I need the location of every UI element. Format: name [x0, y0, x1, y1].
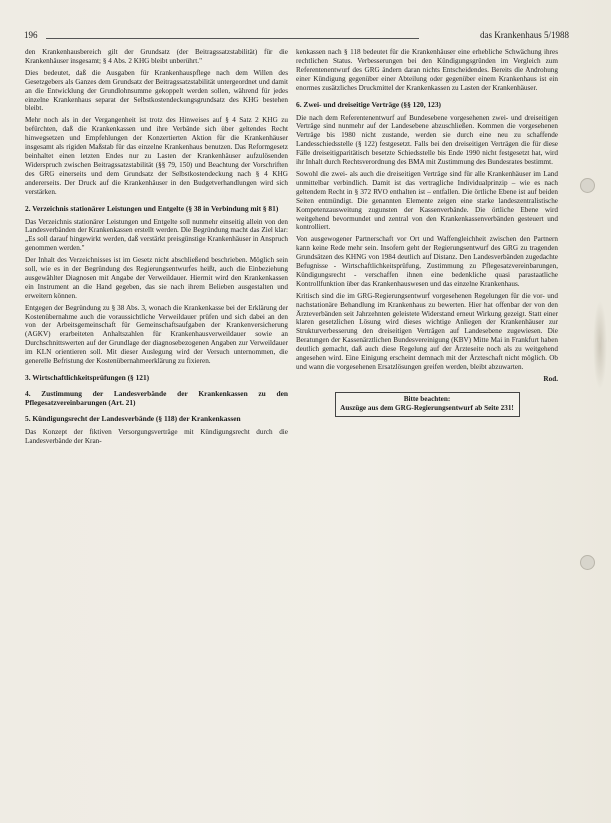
paper-stain [593, 300, 607, 390]
section-heading-6: 6. Zwei- und dreiseitige Verträge (§§ 120, 123) [296, 99, 441, 109]
section-heading-4: 4. Zustimmung der Landesverbände der Krankenkassen zu den Pflegesatzvereinbarungen (Art. 21) [25, 389, 288, 407]
paragraph: Dies bedeutet, daß die Ausgaben für Krankenhauspflege nach dem Willen des Gesetzgebers als Ganzes dem Grundsatz der Beitragssatzstabilität untergeordnet und damit an die Entwicklung der Grundlohnsumme gekoppelt werden sollen, während für jedes einzelne Krankenhaus separat der Selbstkostendeckungsgrundsatz des KHG bestehen bleibt. [25, 68, 288, 113]
binder-hole [580, 555, 595, 570]
paragraph: Der Inhalt des Verzeichnisses ist im Gesetz nicht abschließend beschrieben. Möglich sein soll, wie es in der Begründung des Regierungsentwurfes heißt, auch die Einbeziehung ausgewählter Diagnosen mit Angabe der Verweildauer. Hiermit wird den Krankenkassen ein Instrument an die Hand gegeben, das sie nach ihrem Belieben ausgestalten und erweitern können. [25, 256, 288, 300]
notice-text: Auszüge aus dem GRG-Regierungsentwurf ab Seite 231! [340, 404, 514, 413]
journal-name: das Krankenhaus 5/1988 [480, 30, 569, 40]
notice-box [335, 392, 520, 417]
paragraph: Mehr noch als in der Vergangenheit ist trotz des Hinweises auf § 4 Satz 2 KHG zu befürchten, daß die Krankenkassen und ihre Verbände sich über geltendes Recht hinwegsetzen und Empfehlungen der Konzertierten Aktion für die Krankenhäuser insgesamt als rigiden Maßstab für das einzelne Krankenhaus benutzen. Das Reformgesetz beinhaltet einen letzten Endes nur zu Lasten der Krankenhäuser aufzulösenden Widerspruch zwischen Beitragssatzstabilität (§§ 79, 150) und Beachtung der Vorschriften des GRG einerseits und dem Grundsatz der Selbstkostendeckung nach § 4 KHG andererseits. Der Druck auf die Krankenhäuser in den Budgetverhandlungen wird sich verstärken. [25, 116, 288, 196]
paragraph: kenkassen nach § 118 bedeutet für die Krankenhäuser eine erhebliche Schwächung ihres rechtlichen Status. Verbesserungen bei den Kündigungsgründen im Vergleich zum Referentenentwurf des GRG ändern daran nichts Entscheidendes. Bereits die Androhung einer Kündigung gegenüber einer Abteilung oder gegenüber einem Krankenhaus ist ein enormes zusätzliches Druckmittel der Krankenkassen zu Lasten der Krankenhäuser. [296, 48, 558, 92]
paragraph: Von ausgewogener Partnerschaft vor Ort und Waffengleichheit zwischen den Partnern kann keine Rede mehr sein. Insofern geht der Regierungsentwurf des GRG zu tragenden Grundsätzen des KHNG von 1984 deutlich auf Distanz. Den Landesverbänden zugedachte Befugnisse - Wirtschaftlichkeitsprüfung, Zustimmung zu Pflegesatzvereinbarungen, Kündigungsrecht - verschaffen ihnen eine bedenkliche quasi parastaatliche Kontrollfunktion über das Krankenhauswesen und das einzelne Krankenhaus. [296, 235, 558, 288]
section-heading-2: 2. Verzeichnis stationärer Leistungen und Entgelte (§ 38 in Verbindung mit § 81) [25, 203, 279, 213]
page-number: 196 [24, 30, 38, 40]
notice-title: Bitte beachten: [403, 394, 451, 403]
author-signature: Rod. [543, 374, 558, 383]
right-column [296, 48, 558, 417]
binder-hole [580, 178, 595, 193]
paragraph: Die nach dem Referentenentwurf auf Bundesebene vorgesehenen zwei- und dreiseitigen Verträge sind nunmehr auf der Landesebene abzuschließen. Kommen die vorgesehenen Verträge bis 1980 nicht zustande, werden sie durch eine neu zu schaffende Landesschiedsstelle (§ 122) festgesetzt. Falls bei den dreiseitigen Verträgen die für diese Fälle dreiseitigparitätisch besetzte Schiedsstelle bis Ende 1990 nicht festgesetzt hat, wird ihr Inhalt durch Rechtsverordnung des BMA mit Zustimmung des Bundesrates bestimmt. [296, 113, 558, 167]
header-rule [46, 38, 419, 39]
section-heading-5: 5. Kündigungsrecht der Landesverbände (§ 118) der Krankenkassen [25, 414, 241, 423]
section-heading-3: 3. Wirtschaftlichkeitsprüfungen (§ 121) [25, 373, 150, 382]
paragraph: Das Verzeichnis stationärer Leistungen und Entgelte soll nunmehr einseitig allein von den Landesverbänden der Krankenkassen erstellt werden. Die Begründung macht das Ziel klar: „Es soll darauf hingewirkt werden, daß verstärkt preisgünstige Krankenhäuser in Anspruch genommen werden." [25, 217, 288, 253]
left-column [25, 48, 288, 449]
page-header [24, 30, 569, 44]
paragraph: Kritisch sind die im GRG-Regierungsentwurf vorgesehenen Regelungen für die vor- und nachstationäre Behandlung im Krankenhaus zu bewerten. Hier hat offenbar der von den Ärzteverbänden seit Jahrzehnten geleistete Widerstand erneut Wirkung gezeigt. Statt einer klaren gesetzlichen Lösung wird dieses wichtige Anliegen der Krankenhäuser zur Strukturverbesserung den dreiseitigen Verträgen auf Landesebene zugewiesen. Die Beratungen der Kassenärztlichen Bundesvereinigung (KBV) Mitte Mai in Frankfurt haben deutlich gemacht, daß auch diese Regelung auf der Ärzteseite noch als zu weitgehend angesehen wird. Eine Einigung erscheint demnach mit der Ärzteschaft nicht möglich. Ob und wann die vorgesehenen Ersatzlösungen greifen werden, bleibt abzuwarten. [296, 291, 558, 371]
paragraph: Entgegen der Begründung zu § 38 Abs. 3, wonach die Krankenkasse bei der Erklärung der Kostenübernahme auch die voraussichtliche Verweildauer prüfen und sich dabei an den von der Arbeitsgemeinschaft für Gemeinschaftsaufgaben der Krankenversicherung (AGKV) erarbeiteten Anhaltszahlen für Krankenhausverweildauer sowie an Durchschnittswerten auf der Grundlage der diagnosebezogenen Angaben zur Verweildauer im KLN orientieren soll. Mit dieser Auslegung wird der Versuch unternommen, die generelle Befristung der Kostenübernahmeerklärung zu fixieren. [25, 303, 288, 366]
paragraph: den Krankenhausbereich gilt der Grundsatz (der Beitragssatzstabilität) für die Krankenhäuser insgesamt; § 4 Abs. 2 KHG bleibt unberührt." [25, 48, 288, 65]
paragraph: Sowohl die zwei- als auch die dreiseitigen Verträge sind für alle Krankenhäuser im Land unmittelbar verbindlich. Damit ist das vertragliche Individualprinzip – wie es nach geltendem Recht in § 372 RVO enthalten ist – entfallen. Die örtliche Ebene ist auf beiden Seiten entmündigt. Die genannten Elemente zeigen eine starke landeszentralistische Kompetenzausweitung zugunsten der Kassenverbände. Die örtliche Ebene wird weitgehend bevormundet und zentral von den Krankenkassenverbänden gesteuert und kontrolliert. [296, 169, 558, 232]
paragraph: Das Konzept der fiktiven Versorgungsverträge mit Kündigungsrecht durch die Landesverbände der Kran- [25, 428, 288, 445]
